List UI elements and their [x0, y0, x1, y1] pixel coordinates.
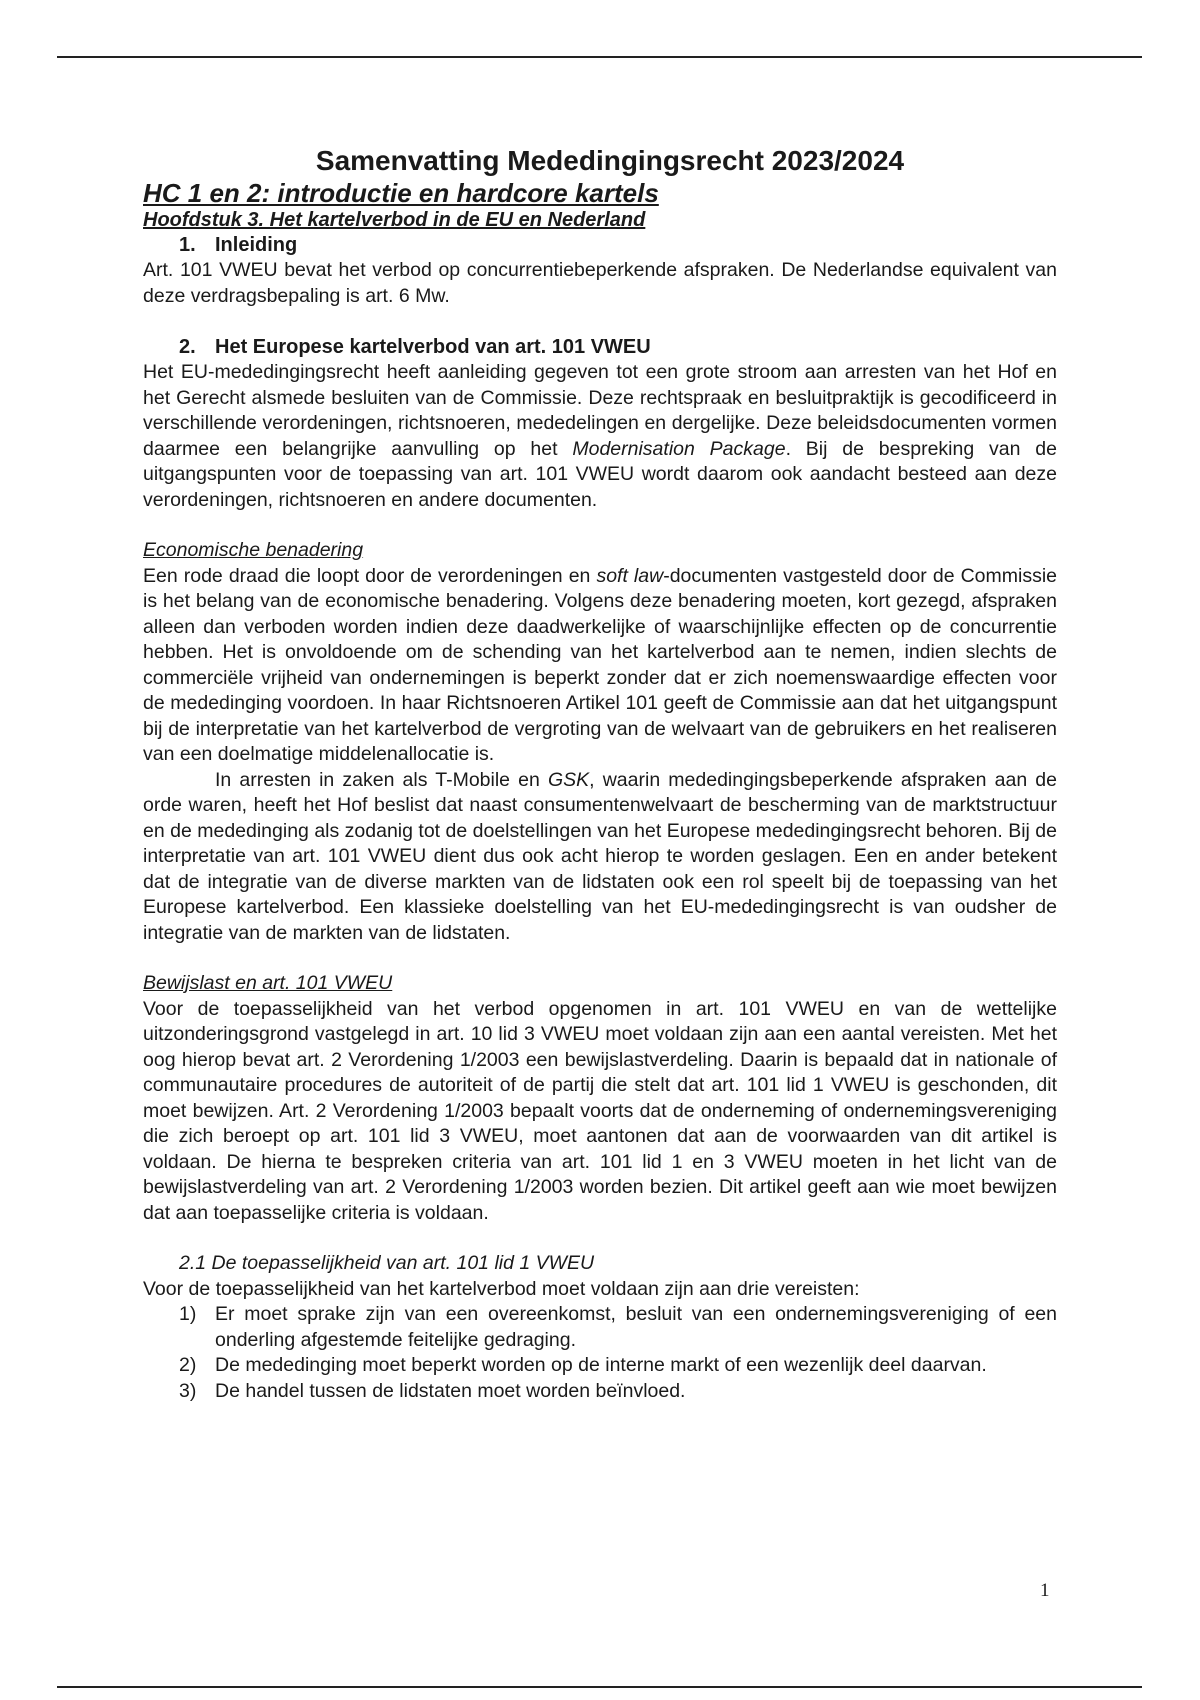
lecture-heading: HC 1 en 2: introductie en hardcore kartels	[143, 178, 659, 208]
section-1-title: Inleiding	[215, 234, 298, 256]
economische-paragraph-2: In arresten in zaken als T-Mobile en GSK, waarin mededingingsbeperkende afspraken aan de orde waren, heeft het Hof beslist dat naast consumentenwelvaart de bescherming van de marktstructuur en de mededinging als zodanig tot de doelstellingen van het Europese mededingingsrecht behoren. Bij de interpretatie van art. 101 VWEU dient dus ook acht hierop te worden geslagen. Een en ander betekent dat de integratie van de diverse markten van de lidstaten ook een rol speelt bij de toepassing van het Europese kartelverbod. Een klassieke doelstelling van het EU-mededingingsrecht is van oudsher de integratie van de markten van de lidstaten.	[143, 768, 1057, 944]
section-2-paragraph: Het EU-mededingingsrecht heeft aanleiding gegeven tot een grote stroom aan arresten van het Hof en het Gerecht alsmede besluiten van de Commissie. Deze rechtspraak en besluitpraktijk is gecodificeerd in verschillende verordeningen, richtsnoeren, mededelingen en dergelijke. Deze beleidsdocumenten vormen daarmee een belangrijke aanvulling op het Modernisation Package. Bij de bespreking van de uitgangspunten voor de toepassing van art. 101 VWEU wordt daarom ook aandacht besteed aan deze verordeningen, richtsnoeren en andere documenten.	[143, 361, 1057, 511]
footer-rule	[57, 1686, 1142, 1688]
subsection-2-1-intro: Voor de toepasselijkheid van het kartelverbod moet voldaan zijn aan drie vereisten:	[143, 1277, 860, 1300]
chapter-heading: Hoofdstuk 3. Het kartelverbod in de EU en Nederland	[143, 209, 646, 231]
modernisation-package-term: Modernisation Package	[572, 437, 786, 460]
list-item: 1) Er moet sprake zijn van een overeenkomst, besluit van een ondernemingsvereniging of een onderling afgestemde feitelijke gedraging.	[179, 1303, 1057, 1351]
page-number: 1	[1040, 1580, 1050, 1601]
document-page	[143, 144, 1057, 1404]
section-1-heading	[143, 232, 1057, 258]
section-1-paragraph: Art. 101 VWEU bevat het verbod op concurrentiebeperkende afspraken. De Nederlandse equivalent van deze verdragsbepaling is art. 6 Mw.	[143, 259, 1057, 307]
list-item: 2) De mededinging moet beperkt worden op de interne markt of een wezenlijk deel daarvan.	[179, 1354, 987, 1376]
section-2-number: 2.	[179, 336, 196, 358]
section-2-title: Het Europese kartelverbod van art. 101 VWEU	[215, 336, 651, 358]
soft-law-term: soft law	[596, 564, 664, 587]
economische-benadering-heading: Economische benadering	[143, 539, 364, 561]
document-title: Samenvatting Mededingingsrecht 2023/2024	[315, 145, 905, 176]
subsection-2-1-heading: 2.1 De toepasselijkheid van art. 101 lid 1 VWEU	[179, 1252, 595, 1274]
requirements-list	[143, 1302, 1057, 1404]
gsk-term: GSK	[547, 768, 590, 791]
list-item: 3) De handel tussen de lidstaten moet worden beïnvloed.	[179, 1379, 686, 1402]
bewijslast-paragraph: Voor de toepasselijkheid van het verbod opgenomen in art. 101 VWEU en van de wettelijke uitzonderingsgrond vastgelegd in art. 10 lid 3 VWEU moet voldaan zijn aan een aantal vereisten. Met het oog hierop bevat art. 2 Verordening 1/2003 een bewijslastverdeling. Daarin is bepaald dat in nationale of communautaire procedures de autoriteit of de partij die stelt dat art. 101 lid 1 VWEU is geschonden, dit moet bewijzen. Art. 2 Verordening 1/2003 bepaalt voorts dat de onderneming of ondernemingsvereniging die zich beroept op art. 101 lid 3 VWEU, moet aantonen dat aan de voorwaarden van dit artikel is voldaan. De hierna te bespreken criteria van art. 101 lid 1 en 3 VWEU moeten in het licht van de bewijslastverdeling van art. 2 Verordening 1/2003 worden bezien. Dit artikel geeft aan wie moet bewijzen dat aan toepasselijke criteria is voldaan.	[143, 997, 1057, 1224]
bewijslast-heading: Bewijslast en art. 101 VWEU	[143, 972, 393, 994]
section-2-heading	[143, 334, 1057, 360]
header-rule	[57, 56, 1142, 58]
economische-paragraph-1: Een rode draad die loopt door de verordeningen en soft law-documenten vastgesteld door de Commissie is het belang van de economische benadering. Volgens deze benadering moeten, kort gezegd, afspraken alleen dan verboden worden indien deze daadwerkelijke of waarschijnlijke effecten op de concurrentie hebben. Het is onvoldoende om de schending van het kartelverbod aan te nemen, indien slechts de commerciële vrijheid van ondernemingen is beperkt zonder dat er zich noemenswaardige effecten voor de mededinging voordoen. In haar Richtsnoeren Artikel 101 geeft de Commissie aan dat het uitgangspunt bij de interpretatie van het kartelverbod de vergroting van de welvaart van de gebruikers en het realiseren van een doelmatige middelenallocatie is.	[143, 564, 1058, 765]
section-1-number: 1.	[179, 234, 196, 256]
